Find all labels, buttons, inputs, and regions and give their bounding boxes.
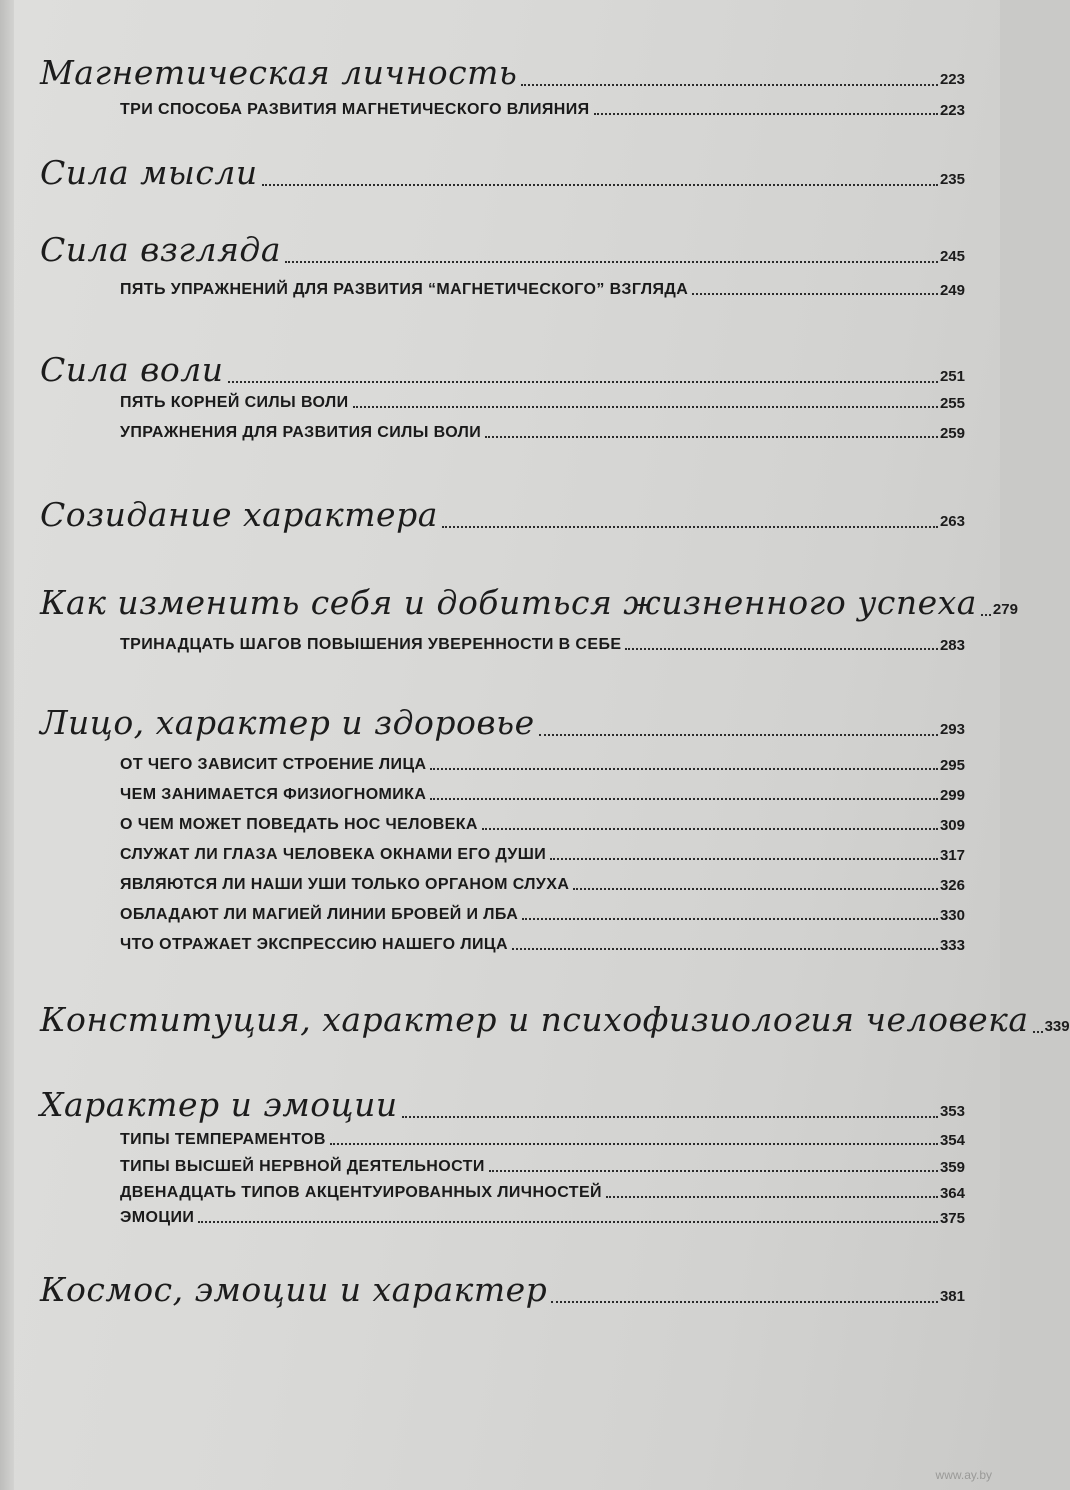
dot-leader [330, 1143, 938, 1145]
dot-leader [981, 614, 991, 616]
dot-leader [285, 261, 938, 263]
dot-leader [1033, 1031, 1043, 1033]
dot-leader [262, 184, 938, 186]
dot-leader [606, 1196, 938, 1198]
watermark: www.ay.by [935, 1468, 992, 1482]
toc-section-entry [120, 930, 965, 954]
dot-leader [539, 734, 938, 736]
dot-leader [594, 113, 938, 115]
toc-chapter-entry [40, 578, 1018, 622]
section-title: ТИПЫ ТЕМПЕРАМЕНТОВ [120, 1131, 326, 1148]
chapter-page-number: 381 [939, 1288, 965, 1305]
toc-chapter-entry [40, 1080, 965, 1124]
dot-leader [482, 828, 938, 830]
section-page-number: 330 [939, 907, 965, 924]
section-page-number: 259 [939, 425, 965, 442]
section-page-number: 326 [939, 877, 965, 894]
toc-section-entry [120, 1178, 965, 1202]
section-title: ТРИ СПОСОБА РАЗВИТИЯ МАГНЕТИЧЕСКОГО ВЛИЯНИЯ [120, 101, 590, 118]
section-page-number: 375 [939, 1210, 965, 1227]
section-title: ТРИНАДЦАТЬ ШАГОВ ПОВЫШЕНИЯ УВЕРЕННОСТИ В СЕБЕ [120, 636, 622, 653]
toc-section-entry [120, 840, 965, 864]
chapter-title: Созидание характера [40, 495, 438, 534]
toc-chapter-entry [40, 490, 965, 534]
chapter-title: Сила мысли [40, 153, 258, 192]
dot-leader [692, 293, 938, 295]
chapter-page-number: 279 [992, 601, 1018, 618]
dot-leader [521, 84, 938, 86]
section-page-number: 299 [939, 787, 965, 804]
toc-chapter-entry [40, 345, 965, 389]
section-title: ЧТО ОТРАЖАЕТ ЭКСПРЕССИЮ НАШЕГО ЛИЦА [120, 936, 508, 953]
chapter-title: Сила воли [40, 350, 224, 389]
section-title: ДВЕНАДЦАТЬ ТИПОВ АКЦЕНТУИРОВАННЫХ ЛИЧНОСТЕЙ [120, 1184, 602, 1201]
toc-section-entry [120, 780, 965, 804]
section-title: УПРАЖНЕНИЯ ДЛЯ РАЗВИТИЯ СИЛЫ ВОЛИ [120, 424, 482, 441]
section-page-number: 333 [939, 937, 965, 954]
chapter-page-number: 235 [939, 171, 965, 188]
section-page-number: 359 [939, 1159, 965, 1176]
dot-leader [522, 918, 938, 920]
toc-section-entry [120, 418, 965, 442]
dot-leader [550, 858, 938, 860]
dot-leader [485, 436, 938, 438]
toc-section-entry [120, 275, 965, 299]
chapter-page-number: 223 [939, 71, 965, 88]
section-page-number: 364 [939, 1185, 965, 1202]
chapter-title: Лицо, характер и здоровье [40, 703, 535, 742]
toc-chapter-entry [40, 148, 965, 192]
dot-leader [430, 798, 938, 800]
section-title: ОБЛАДАЮТ ЛИ МАГИЕЙ ЛИНИИ БРОВЕЙ И ЛБА [120, 906, 519, 923]
toc-chapter-entry [40, 48, 965, 92]
dot-leader [442, 526, 938, 528]
toc-chapter-entry [40, 1265, 965, 1309]
toc-section-entry [120, 630, 965, 654]
toc-section-entry [120, 900, 965, 924]
dot-leader [228, 381, 938, 383]
section-title: ЭМОЦИИ [120, 1209, 195, 1226]
chapter-title: Конституция, характер и психофизиология человека [40, 1000, 1029, 1039]
chapter-title: Характер и эмоции [40, 1085, 398, 1124]
section-title: ЯВЛЯЮТСЯ ЛИ НАШИ УШИ ТОЛЬКО ОРГАНОМ СЛУХА [120, 876, 570, 893]
section-title: ЧЕМ ЗАНИМАЕТСЯ ФИЗИОГНОМИКА [120, 786, 427, 803]
chapter-page-number: 353 [939, 1103, 965, 1120]
section-title: ТИПЫ ВЫСШЕЙ НЕРВНОЙ ДЕЯТЕЛЬНОСТИ [120, 1158, 485, 1175]
chapter-page-number: 263 [939, 513, 965, 530]
section-page-number: 223 [939, 102, 965, 119]
chapter-page-number: 293 [939, 721, 965, 738]
toc-chapter-entry [40, 995, 1070, 1039]
section-title: ОТ ЧЕГО ЗАВИСИТ СТРОЕНИЕ ЛИЦА [120, 756, 427, 773]
toc-section-entry [120, 388, 965, 412]
section-page-number: 283 [939, 637, 965, 654]
chapter-title: Магнетическая личность [40, 53, 518, 92]
chapter-title: Как изменить себя и добиться жизненного успеха [40, 583, 977, 622]
section-title: О ЧЕМ МОЖЕТ ПОВЕДАТЬ НОС ЧЕЛОВЕКА [120, 816, 478, 833]
toc-chapter-entry [40, 225, 965, 269]
toc-section-entry [120, 1203, 965, 1227]
section-title: ПЯТЬ УПРАЖНЕНИЙ ДЛЯ РАЗВИТИЯ “МАГНЕТИЧЕСКОГО” ВЗГЛЯДА [120, 281, 689, 298]
toc-section-entry [120, 1125, 965, 1149]
section-page-number: 317 [939, 847, 965, 864]
chapter-title: Космос, эмоции и характер [40, 1270, 548, 1309]
toc-section-entry [120, 810, 965, 834]
section-page-number: 255 [939, 395, 965, 412]
chapter-title: Сила взгляда [40, 230, 282, 269]
dot-leader [512, 948, 938, 950]
chapter-page-number: 245 [939, 248, 965, 265]
toc-section-entry [120, 95, 965, 119]
chapter-page-number: 339 [1044, 1018, 1070, 1035]
section-title: ПЯТЬ КОРНЕЙ СИЛЫ ВОЛИ [120, 394, 349, 411]
section-title: СЛУЖАТ ЛИ ГЛАЗА ЧЕЛОВЕКА ОКНАМИ ЕГО ДУШИ [120, 846, 547, 863]
dot-leader [430, 768, 937, 770]
section-page-number: 309 [939, 817, 965, 834]
toc-section-entry [120, 1152, 965, 1176]
dot-leader [489, 1170, 938, 1172]
chapter-page-number: 251 [939, 368, 965, 385]
section-page-number: 249 [939, 282, 965, 299]
toc-chapter-entry [40, 698, 965, 742]
section-page-number: 295 [939, 757, 965, 774]
dot-leader [198, 1221, 938, 1223]
dot-leader [573, 888, 938, 890]
toc-section-entry [120, 750, 965, 774]
section-page-number: 354 [939, 1132, 965, 1149]
dot-leader [625, 648, 938, 650]
dot-leader [551, 1301, 938, 1303]
dot-leader [353, 406, 938, 408]
toc-section-entry [120, 870, 965, 894]
dot-leader [402, 1116, 938, 1118]
